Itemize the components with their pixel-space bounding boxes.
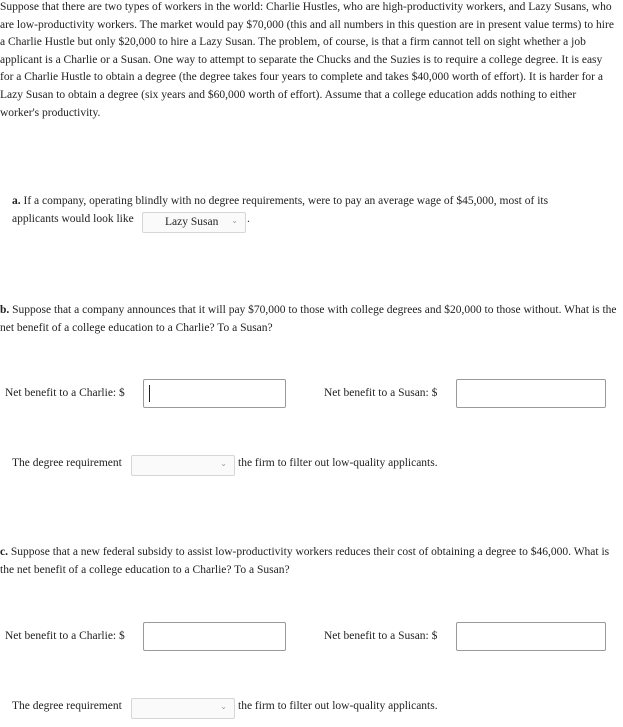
part-c-letter: c. <box>0 546 8 558</box>
part-a-text: If a company, operating blindly with no degree requirements, were to pay an average wage of $45,000, most of its applicants would look like <box>12 195 549 225</box>
part-c-degree-label: The degree requirement <box>12 700 122 712</box>
part-b-susan-label: Net benefit to a Susan: $ <box>324 387 438 399</box>
part-c-charlie-input[interactable] <box>143 622 286 651</box>
text-cursor <box>149 385 150 402</box>
chevron-down-icon: ⌄ <box>220 702 227 711</box>
part-b-charlie-label: Net benefit to a Charlie: $ <box>5 387 125 399</box>
part-a-dropdown[interactable] <box>142 212 246 233</box>
part-a-dropdown-value: Lazy Susan <box>165 216 219 228</box>
part-c-susan-label: Net benefit to a Susan: $ <box>324 630 438 642</box>
part-c-question <box>0 544 618 579</box>
part-b-degree-label: The degree requirement <box>12 457 122 469</box>
part-c-degree-dropdown[interactable] <box>131 698 235 719</box>
part-c-charlie-label: Net benefit to a Charlie: $ <box>5 630 125 642</box>
chevron-down-icon: ⌄ <box>220 459 227 468</box>
part-b-letter: b. <box>0 304 10 316</box>
question-intro: Suppose that there are two types of workers in the world: Charlie Hustles, who are high-productivity workers, and Lazy Susans, who are low-productivity workers. The market would pay $70,000 (this and all numbers in this question are in present value terms) to hire a Charlie Hustle but only $20,000 to hire a Lazy Susan. The problem, of course, is that a firm cannot tell on sight whether a job applicant is a Charlie or a Susan. One way to attempt to separate the Chucks and the Suzies is to require a college degree. It is easy for a Charlie Hustle to obtain a degree (the degree takes four years to complete and takes $40,000 worth of effort). It is harder for a Lazy Susan to obtain a degree (six years and $60,000 worth of effort). Assume that a college education adds nothing to either worker's productivity. <box>0 1 614 119</box>
part-c-text: Suppose that a new federal subsidy to assist low-productivity workers reduces their cost of obtaining a degree to $46,000. What is the net benefit of a college education to a Charlie? To a Susan? <box>0 546 610 576</box>
part-b-degree-suffix: the firm to filter out low-quality applicants. <box>238 457 438 469</box>
part-c-degree-suffix: the firm to filter out low-quality applicants. <box>238 700 438 712</box>
part-b-question <box>0 302 618 337</box>
part-a-period: . <box>247 213 250 225</box>
part-b-charlie-input[interactable] <box>143 379 286 408</box>
chevron-down-icon: ⌄ <box>231 216 238 225</box>
part-b-text: Suppose that a company announces that it will pay $70,000 to those with college degrees and $20,000 to those without. What is the net benefit of a college education to a Charlie? To a Susan? <box>0 304 617 334</box>
part-c-susan-input[interactable] <box>456 622 606 651</box>
part-a-question <box>12 193 592 228</box>
part-b-degree-dropdown[interactable] <box>131 455 235 476</box>
part-a-letter: a. <box>12 195 21 207</box>
part-b-susan-input[interactable] <box>456 379 606 408</box>
